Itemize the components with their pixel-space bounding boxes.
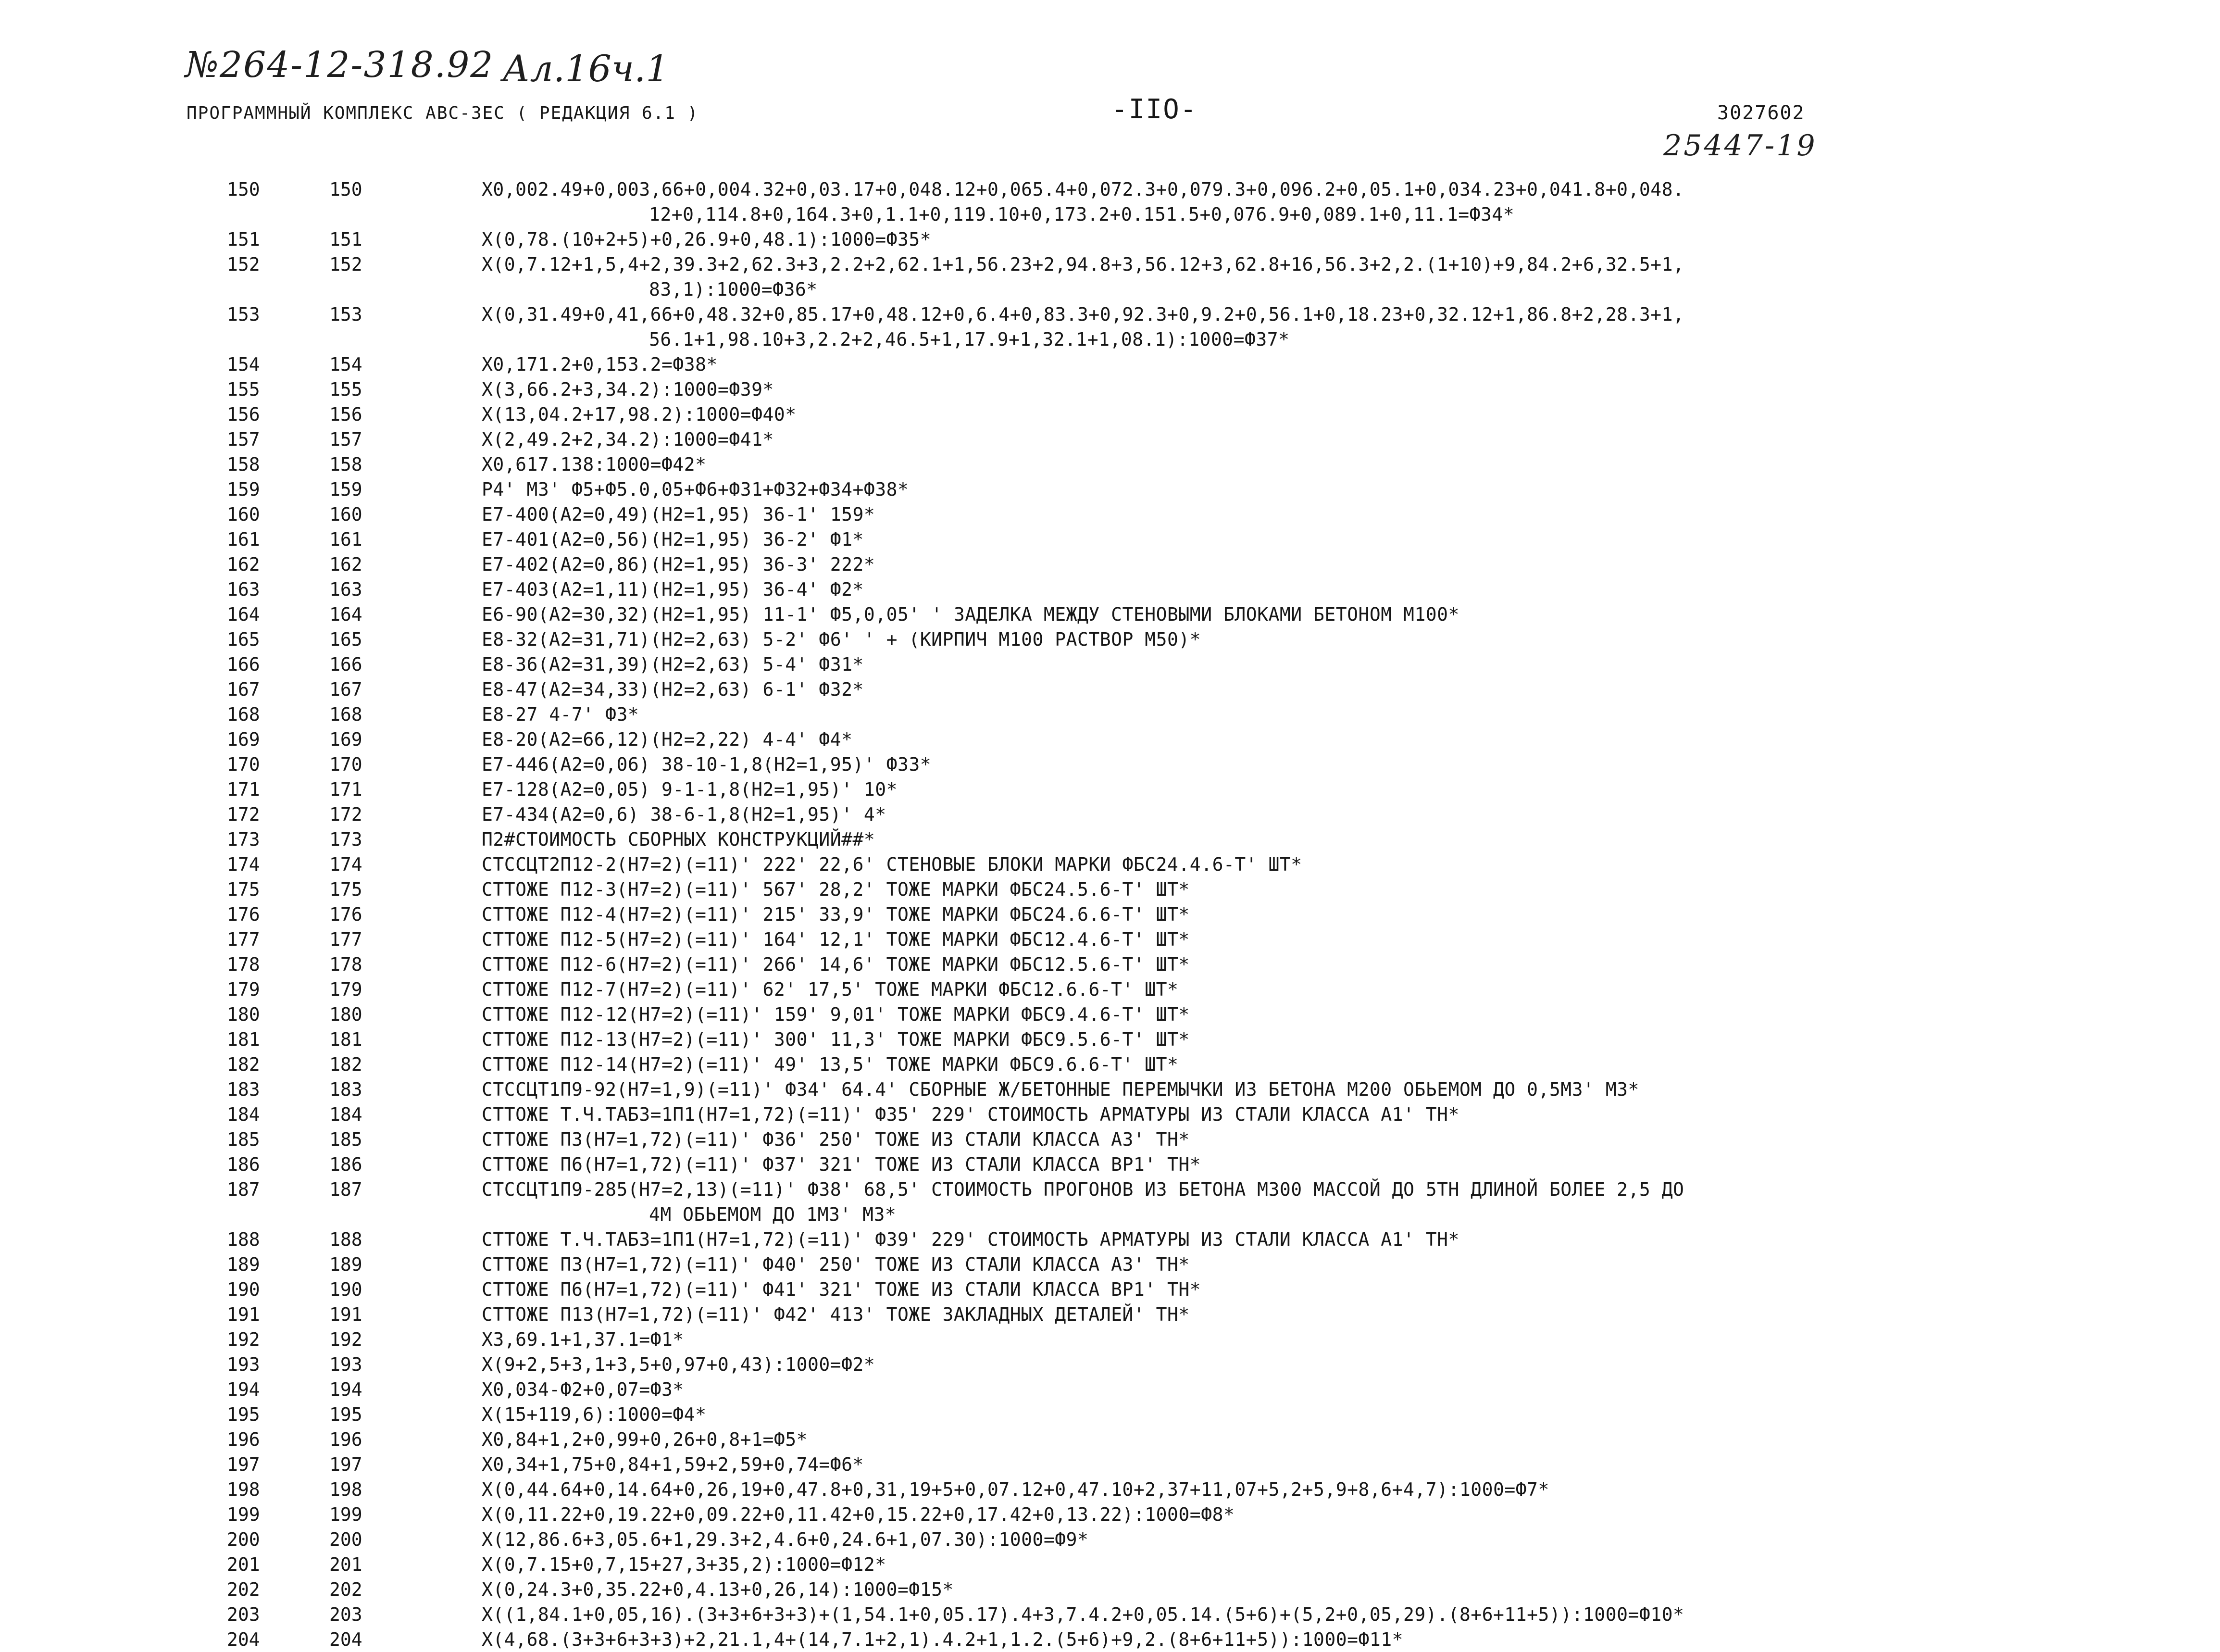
line-number: 170 [227, 754, 260, 775]
line-number: 177 [227, 929, 260, 950]
listing-row [0, 702, 2220, 727]
listing-row [0, 1377, 2220, 1402]
listing-row [0, 977, 2220, 1002]
handwritten-album-reference: Ал.16ч.1 [502, 47, 669, 90]
statement-text: СТТОЖЕ Т.Ч.ТАБ3=1П1(Н7=1,72)(=11)' Ф39' 229' СТОИМОСТЬ АРМАТУРЫ ИЗ СТАЛИ КЛАССА А1' ТН* [482, 1229, 1459, 1250]
line-number: 199 [227, 1504, 260, 1525]
line-number: 183 [227, 1079, 260, 1100]
line-number: 178 [227, 954, 260, 975]
statement-number: 157 [329, 429, 362, 450]
statement-number: 200 [329, 1529, 362, 1550]
line-number: 175 [227, 879, 260, 900]
statement-text: Х(2,49.2+2,34.2):1000=Ф41* [482, 429, 774, 450]
statement-number: 158 [329, 454, 362, 475]
statement-text: СТТОЖЕ П12-4(Н7=2)(=11)' 215' 33,9' ТОЖЕ МАРКИ ФБС24.6.6-Т' ШТ* [482, 904, 1190, 925]
listing-row [0, 627, 2220, 652]
statement-number: 182 [329, 1054, 362, 1075]
statement-number: 185 [329, 1129, 362, 1150]
statement-text: Х(0,11.22+0,19.22+0,09.22+0,11.42+0,15.22+0,17.42+0,13.22):1000=Ф8* [482, 1504, 1235, 1525]
statement-number: 202 [329, 1579, 362, 1600]
statement-number: 197 [329, 1454, 362, 1475]
line-number: 188 [227, 1229, 260, 1250]
statement-number: 163 [329, 579, 362, 600]
statement-number: 193 [329, 1354, 362, 1375]
line-number: 159 [227, 479, 260, 500]
statement-number: 180 [329, 1004, 362, 1025]
line-number: 197 [227, 1454, 260, 1475]
listing-row [0, 1102, 2220, 1127]
listing-row [0, 802, 2220, 827]
listing-row [0, 1302, 2220, 1327]
listing-row [0, 1452, 2220, 1477]
statement-number: 162 [329, 554, 362, 575]
program-listing [0, 177, 2220, 1652]
listing-row [0, 477, 2220, 502]
listing-row [0, 1352, 2220, 1377]
handwritten-document-number: №264-12-318.92 [185, 44, 494, 86]
statement-number: 186 [329, 1154, 362, 1175]
line-number: 174 [227, 854, 260, 875]
line-number: 152 [227, 254, 260, 275]
listing-row [0, 402, 2220, 427]
statement-number: 153 [329, 304, 362, 325]
line-number: 172 [227, 804, 260, 825]
line-number: 194 [227, 1379, 260, 1400]
statement-text: Р4' М3' Ф5+Ф5.0,05+Ф6+Ф31+Ф32+Ф34+Ф38* [482, 479, 909, 500]
statement-number: 203 [329, 1604, 362, 1625]
listing-row [0, 252, 2220, 302]
statement-text: Е6-90(А2=30,32)(Н2=1,95) 11-1' Ф5,0,05' ' ЗАДЕЛКА МЕЖДУ СТЕНОВЫМИ БЛОКАМИ БЕТОНОМ М100* [482, 604, 1459, 625]
line-number: 153 [227, 304, 260, 325]
statement-number: 199 [329, 1504, 362, 1525]
line-number: 193 [227, 1354, 260, 1375]
statement-text: Х(0,24.3+0,35.22+0,4.13+0,26,14):1000=Ф15* [482, 1579, 954, 1600]
statement-number: 159 [329, 479, 362, 500]
statement-text: Х(0,44.64+0,14.64+0,26,19+0,47.8+0,31,19+5+0,07.12+0,47.10+2,37+11,07+5,2+5,9+8,6+4,7):1000=Ф7* [482, 1479, 1549, 1500]
line-number: 190 [227, 1279, 260, 1300]
statement-text: СТССЦТ1П9-285(Н7=2,13)(=11)' Ф38' 68,5' СТОИМОСТЬ ПРОГОНОВ ИЗ БЕТОНА М300 МАССОЙ ДО 5ТН ДЛИНОЙ БОЛЕЕ 2,5 ДО [482, 1179, 1684, 1200]
listing-row [0, 1502, 2220, 1527]
line-number: 151 [227, 229, 260, 250]
listing-row [0, 552, 2220, 577]
listing-row [0, 1227, 2220, 1252]
listing-row [0, 352, 2220, 377]
statement-text: Х0,171.2+0,153.2=Ф38* [482, 354, 718, 375]
statement-text: П2#СТОИМОСТЬ СБОРНЫХ КОНСТРУКЦИЙ##* [482, 829, 875, 850]
line-number: 176 [227, 904, 260, 925]
line-number: 204 [227, 1629, 260, 1650]
listing-row [0, 1027, 2220, 1052]
statement-continuation: 12+0,114.8+0,164.3+0,1.1+0,119.10+0,173.2+0.151.5+0,076.9+0,089.1+0,11.1=Ф34* [649, 204, 1515, 225]
statement-number: 195 [329, 1404, 362, 1425]
listing-row [0, 877, 2220, 902]
statement-number: 192 [329, 1329, 362, 1350]
line-number: 192 [227, 1329, 260, 1350]
line-number: 187 [227, 1179, 260, 1200]
line-number: 189 [227, 1254, 260, 1275]
statement-number: 190 [329, 1279, 362, 1300]
listing-row [0, 1002, 2220, 1027]
line-number: 186 [227, 1154, 260, 1175]
page-number: -IIO- [1111, 94, 1197, 125]
listing-row [0, 777, 2220, 802]
listing-row [0, 752, 2220, 777]
listing-row [0, 1077, 2220, 1102]
statement-number: 169 [329, 729, 362, 750]
statement-number: 166 [329, 654, 362, 675]
statement-number: 176 [329, 904, 362, 925]
line-number: 158 [227, 454, 260, 475]
statement-number: 204 [329, 1629, 362, 1650]
statement-number: 184 [329, 1104, 362, 1125]
line-number: 166 [227, 654, 260, 675]
statement-text: Х(4,68.(3+3+6+3+3)+2,21.1,4+(14,7.1+2,1).4.2+1,1.2.(5+6)+9,2.(8+6+11+5)):1000=Ф11* [482, 1629, 1403, 1650]
statement-text: Х(12,86.6+3,05.6+1,29.3+2,4.6+0,24.6+1,07.30):1000=Ф9* [482, 1529, 1089, 1550]
statement-text: Е7-446(А2=0,06) 38-10-1,8(Н2=1,95)' Ф33* [482, 754, 932, 775]
line-number: 196 [227, 1429, 260, 1450]
line-number: 163 [227, 579, 260, 600]
statement-number: 161 [329, 529, 362, 550]
line-number: 179 [227, 979, 260, 1000]
statement-number: 156 [329, 404, 362, 425]
listing-row [0, 302, 2220, 352]
statement-text: Е7-400(А2=0,49)(Н2=1,95) 36-1' 159* [482, 504, 875, 525]
line-number: 173 [227, 829, 260, 850]
statement-text: Е7-402(А2=0,86)(Н2=1,95) 36-3' 222* [482, 554, 875, 575]
statement-text: СТТОЖЕ П12-6(Н7=2)(=11)' 266' 14,6' ТОЖЕ МАРКИ ФБС12.5.6-Т' ШТ* [482, 954, 1190, 975]
statement-text: Х(3,66.2+3,34.2):1000=Ф39* [482, 379, 774, 400]
line-number: 157 [227, 429, 260, 450]
listing-row [0, 577, 2220, 602]
line-number: 201 [227, 1554, 260, 1575]
listing-row [0, 927, 2220, 952]
line-number: 168 [227, 704, 260, 725]
handwritten-code: 25447-19 [1663, 129, 1817, 163]
statement-continuation: 83,1):1000=Ф36* [649, 279, 818, 300]
statement-number: 187 [329, 1179, 362, 1200]
listing-row [0, 177, 2220, 227]
line-number: 164 [227, 604, 260, 625]
statement-text: СТТОЖЕ П12-7(Н7=2)(=11)' 62' 17,5' ТОЖЕ МАРКИ ФБС12.6.6-Т' ШТ* [482, 979, 1179, 1000]
statement-text: Е7-434(А2=0,6) 38-6-1,8(Н2=1,95)' 4* [482, 804, 886, 825]
statement-text: Е8-20(А2=66,12)(Н2=2,22) 4-4' Ф4* [482, 729, 853, 750]
listing-row [0, 1052, 2220, 1077]
listing-row [0, 227, 2220, 252]
program-header: ПРОГРАММНЫЙ КОМПЛЕКС АВС-3ЕС ( РЕДАКЦИЯ 6.1 ) [187, 103, 699, 123]
listing-row [0, 852, 2220, 877]
listing-row [0, 1402, 2220, 1427]
listing-row [0, 1577, 2220, 1602]
statement-number: 191 [329, 1304, 362, 1325]
statement-text: Е8-27 4-7' Ф3* [482, 704, 639, 725]
statement-number: 171 [329, 779, 362, 800]
line-number: 154 [227, 354, 260, 375]
statement-number: 194 [329, 1379, 362, 1400]
listing-row [0, 502, 2220, 527]
statement-number: 150 [329, 179, 362, 200]
statement-text: Х(13,04.2+17,98.2):1000=Ф40* [482, 404, 797, 425]
statement-number: 179 [329, 979, 362, 1000]
statement-text: Х(0,7.15+0,7,15+27,3+35,2):1000=Ф12* [482, 1554, 886, 1575]
statement-number: 177 [329, 929, 362, 950]
statement-text: СТТОЖЕ П13(Н7=1,72)(=11)' Ф42' 413' ТОЖЕ ЗАКЛАДНЫХ ДЕТАЛЕЙ' ТН* [482, 1304, 1190, 1325]
statement-number: 165 [329, 629, 362, 650]
statement-text: Е8-32(А2=31,71)(Н2=2,63) 5-2' Ф6' ' + (КИРПИЧ М100 РАСТВОР М50)* [482, 629, 1201, 650]
line-number: 156 [227, 404, 260, 425]
statement-text: Е7-401(А2=0,56)(Н2=1,95) 36-2' Ф1* [482, 529, 864, 550]
line-number: 191 [227, 1304, 260, 1325]
listing-row [0, 902, 2220, 927]
listing-row [0, 1327, 2220, 1352]
statement-text: Е8-47(А2=34,33)(Н2=2,63) 6-1' Ф32* [482, 679, 864, 700]
statement-text: СТТОЖЕ П3(Н7=1,72)(=11)' Ф40' 250' ТОЖЕ ИЗ СТАЛИ КЛАССА А3' ТН* [482, 1254, 1190, 1275]
listing-row [0, 602, 2220, 627]
statement-text: СТТОЖЕ П12-5(Н7=2)(=11)' 164' 12,1' ТОЖЕ МАРКИ ФБС12.4.6-Т' ШТ* [482, 929, 1190, 950]
statement-number: 167 [329, 679, 362, 700]
statement-text: СТТОЖЕ П6(Н7=1,72)(=11)' Ф41' 321' ТОЖЕ ИЗ СТАЛИ КЛАССА ВР1' ТН* [482, 1279, 1201, 1300]
statement-text: Х(0,31.49+0,41,66+0,48.32+0,85.17+0,48.12+0,6.4+0,83.3+0,92.3+0,9.2+0,56.1+0,18.23+0,32.12+1,86.8+2,28.3+1, [482, 304, 1684, 325]
statement-text: Х0,84+1,2+0,99+0,26+0,8+1=Ф5* [482, 1429, 808, 1450]
line-number: 200 [227, 1529, 260, 1550]
statement-number: 196 [329, 1429, 362, 1450]
statement-text: СТТОЖЕ П12-12(Н7=2)(=11)' 159' 9,01' ТОЖЕ МАРКИ ФБС9.4.6-Т' ШТ* [482, 1004, 1190, 1025]
statement-number: 173 [329, 829, 362, 850]
listing-row [0, 377, 2220, 402]
statement-text: СТТОЖЕ Т.Ч.ТАБ3=1П1(Н7=1,72)(=11)' Ф35' 229' СТОИМОСТЬ АРМАТУРЫ ИЗ СТАЛИ КЛАССА А1' ТН* [482, 1104, 1459, 1125]
line-number: 171 [227, 779, 260, 800]
statement-text: Е7-128(А2=0,05) 9-1-1,8(Н2=1,95)' 10* [482, 779, 898, 800]
line-number: 155 [227, 379, 260, 400]
line-number: 185 [227, 1129, 260, 1150]
line-number: 182 [227, 1054, 260, 1075]
line-number: 150 [227, 179, 260, 200]
statement-number: 175 [329, 879, 362, 900]
listing-row [0, 1152, 2220, 1177]
listing-row [0, 652, 2220, 677]
listing-row [0, 727, 2220, 752]
listing-row [0, 1527, 2220, 1552]
line-number: 195 [227, 1404, 260, 1425]
statement-number: 183 [329, 1079, 362, 1100]
document-number: 3027602 [1717, 102, 1805, 124]
listing-row [0, 1427, 2220, 1452]
statement-number: 151 [329, 229, 362, 250]
listing-row [0, 427, 2220, 452]
line-number: 203 [227, 1604, 260, 1625]
statement-continuation: 56.1+1,98.10+3,2.2+2,46.5+1,17.9+1,32.1+1,08.1):1000=Ф37* [649, 329, 1290, 350]
line-number: 184 [227, 1104, 260, 1125]
statement-text: СТТОЖЕ П3(Н7=1,72)(=11)' Ф36' 250' ТОЖЕ ИЗ СТАЛИ КЛАССА А3' ТН* [482, 1129, 1190, 1150]
listing-row [0, 1477, 2220, 1502]
listing-row [0, 452, 2220, 477]
statement-number: 188 [329, 1229, 362, 1250]
line-number: 169 [227, 729, 260, 750]
statement-number: 201 [329, 1554, 362, 1575]
listing-row [0, 1627, 2220, 1652]
statement-number: 178 [329, 954, 362, 975]
line-number: 167 [227, 679, 260, 700]
line-number: 165 [227, 629, 260, 650]
statement-text: Х(9+2,5+3,1+3,5+0,97+0,43):1000=Ф2* [482, 1354, 875, 1375]
statement-text: Х0,617.138:1000=Ф42* [482, 454, 707, 475]
line-number: 181 [227, 1029, 260, 1050]
statement-number: 170 [329, 754, 362, 775]
listing-row [0, 677, 2220, 702]
statement-text: Х(0,7.12+1,5,4+2,39.3+2,62.3+3,2.2+2,62.1+1,56.23+2,94.8+3,56.12+3,62.8+16,56.3+2,2.(1+10)+9,84.2+6,32.5+1, [482, 254, 1684, 275]
listing-row [0, 1277, 2220, 1302]
statement-text: Х3,69.1+1,37.1=Ф1* [482, 1329, 684, 1350]
statement-number: 189 [329, 1254, 362, 1275]
line-number: 162 [227, 554, 260, 575]
statement-text: Х(0,78.(10+2+5)+0,26.9+0,48.1):1000=Ф35* [482, 229, 932, 250]
statement-number: 164 [329, 604, 362, 625]
statement-number: 155 [329, 379, 362, 400]
statement-number: 198 [329, 1479, 362, 1500]
statement-text: Е8-36(А2=31,39)(Н2=2,63) 5-4' Ф31* [482, 654, 864, 675]
statement-text: СТССЦТ2П12-2(Н7=2)(=11)' 222' 22,6' СТЕНОВЫЕ БЛОКИ МАРКИ ФБС24.4.6-Т' ШТ* [482, 854, 1302, 875]
statement-continuation: 4М ОБЬЕМОМ ДО 1М3' М3* [649, 1204, 897, 1225]
line-number: 160 [227, 504, 260, 525]
statement-text: Х0,034-Ф2+0,07=Ф3* [482, 1379, 684, 1400]
listing-row [0, 527, 2220, 552]
statement-number: 181 [329, 1029, 362, 1050]
statement-text: Х(15+119,6):1000=Ф4* [482, 1404, 707, 1425]
line-number: 180 [227, 1004, 260, 1025]
statement-text: Х((1,84.1+0,05,16).(3+3+6+3+3)+(1,54.1+0,05.17).4+3,7.4.2+0,05.14.(5+6)+(5,2+0,05,29).(8+6+11+5)):1000=Ф10* [482, 1604, 1684, 1625]
statement-text: СТТОЖЕ П12-3(Н7=2)(=11)' 567' 28,2' ТОЖЕ МАРКИ ФБС24.5.6-Т' ШТ* [482, 879, 1190, 900]
statement-text: Е7-403(А2=1,11)(Н2=1,95) 36-4' Ф2* [482, 579, 864, 600]
statement-number: 168 [329, 704, 362, 725]
listing-row [0, 827, 2220, 852]
statement-text: Х0,34+1,75+0,84+1,59+2,59+0,74=Ф6* [482, 1454, 864, 1475]
listing-row [0, 1252, 2220, 1277]
statement-number: 152 [329, 254, 362, 275]
statement-text: СТССЦТ1П9-92(Н7=1,9)(=11)' Ф34' 64.4' СБОРНЫЕ Ж/БЕТОННЫЕ ПЕРЕМЫЧКИ ИЗ БЕТОНА М200 ОБЬЕМОМ ДО 0,5М3' М3* [482, 1079, 1639, 1100]
statement-text: СТТОЖЕ П12-13(Н7=2)(=11)' 300' 11,3' ТОЖЕ МАРКИ ФБС9.5.6-Т' ШТ* [482, 1029, 1190, 1050]
statement-number: 172 [329, 804, 362, 825]
statement-text: СТТОЖЕ П6(Н7=1,72)(=11)' Ф37' 321' ТОЖЕ ИЗ СТАЛИ КЛАССА ВР1' ТН* [482, 1154, 1201, 1175]
statement-number: 160 [329, 504, 362, 525]
statement-text: СТТОЖЕ П12-14(Н7=2)(=11)' 49' 13,5' ТОЖЕ МАРКИ ФБС9.6.6-Т' ШТ* [482, 1054, 1179, 1075]
listing-row [0, 952, 2220, 977]
listing-row [0, 1127, 2220, 1152]
line-number: 161 [227, 529, 260, 550]
listing-row [0, 1177, 2220, 1227]
line-number: 202 [227, 1579, 260, 1600]
statement-number: 154 [329, 354, 362, 375]
listing-row [0, 1602, 2220, 1627]
statement-number: 174 [329, 854, 362, 875]
statement-text: Х0,002.49+0,003,66+0,004.32+0,03.17+0,048.12+0,065.4+0,072.3+0,079.3+0,096.2+0,05.1+0,034.23+0,041.8+0,048. [482, 179, 1684, 200]
listing-row [0, 1552, 2220, 1577]
line-number: 198 [227, 1479, 260, 1500]
